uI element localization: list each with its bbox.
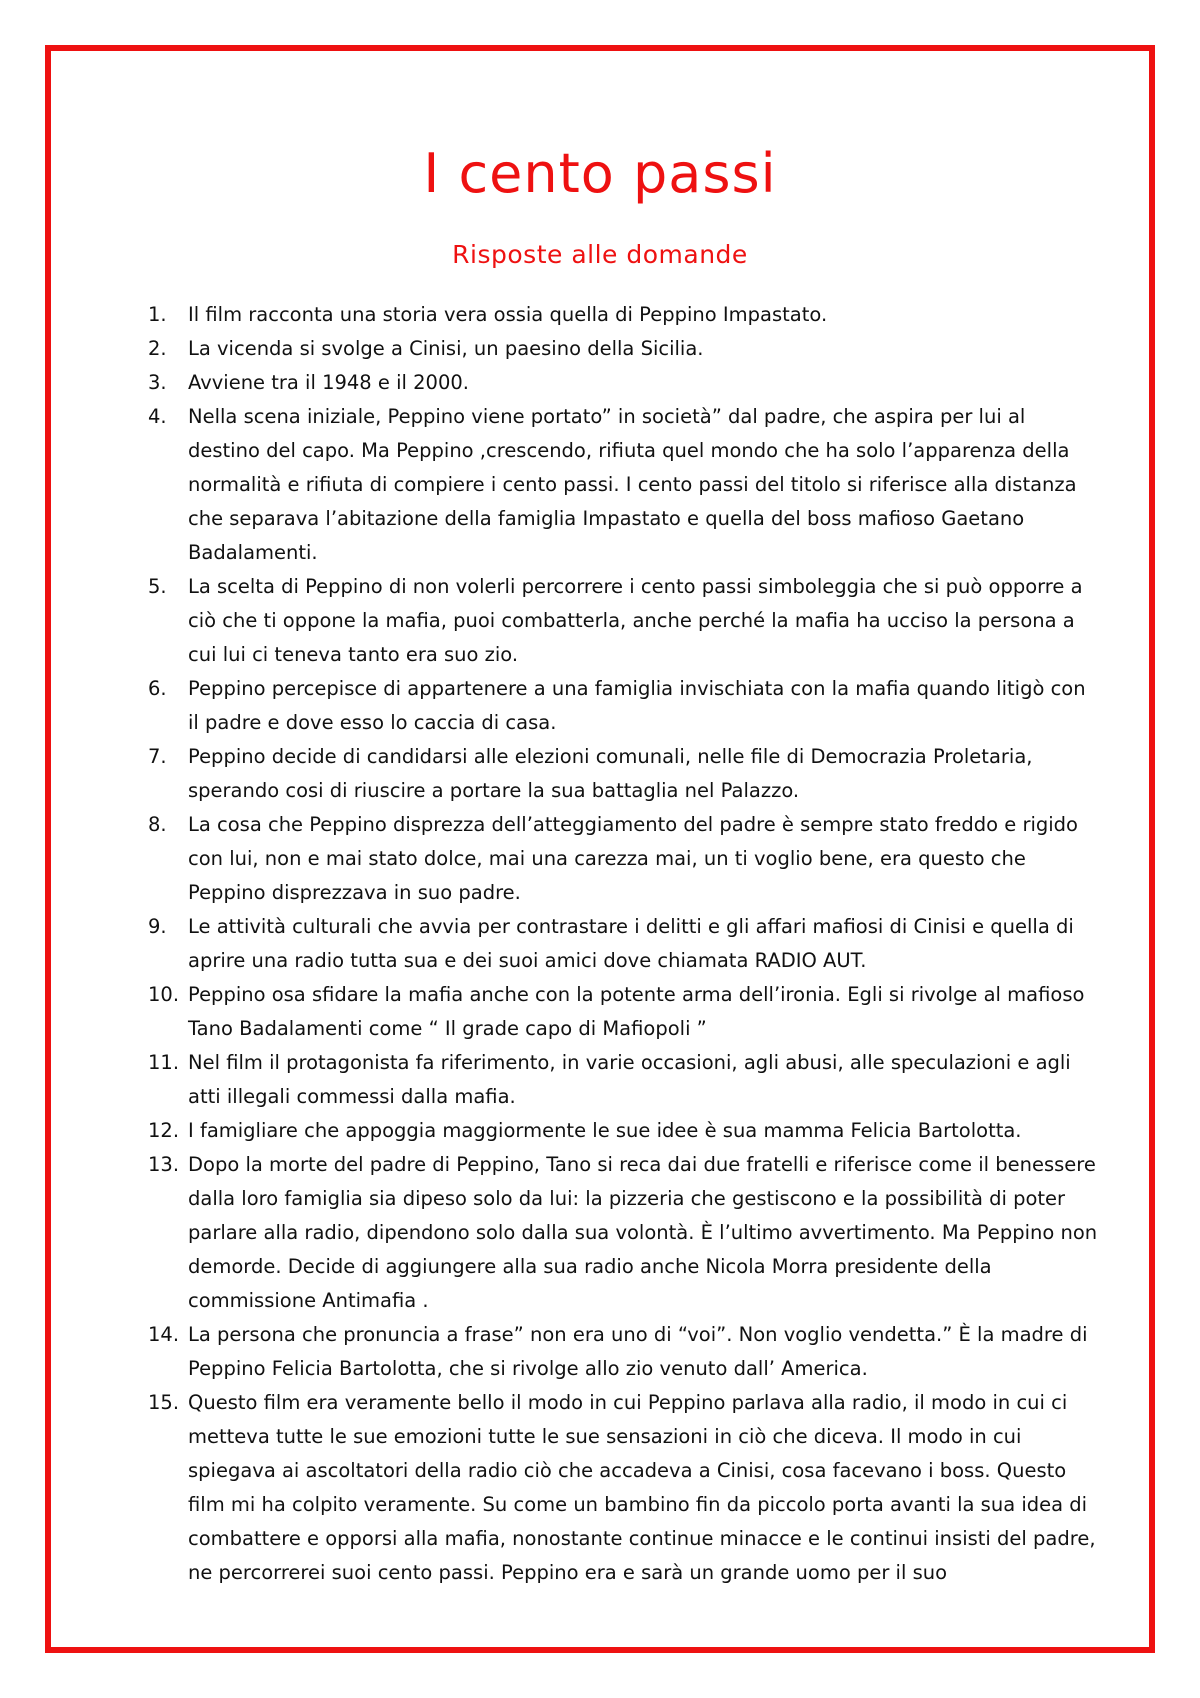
answer-text: Peppino osa sfidare la mafia anche con la potente arma dell’ironia. Egli si rivolge al mafioso Tano Badalamenti come “ Il grade capo di Mafiopoli ” bbox=[188, 983, 1085, 1040]
answer-number: 13. bbox=[148, 1153, 180, 1176]
answer-item-15 bbox=[148, 1386, 1098, 1590]
answer-number: 11. bbox=[148, 1051, 180, 1074]
answer-item-14 bbox=[148, 1318, 1098, 1386]
answer-number: 15. bbox=[148, 1391, 180, 1414]
answer-number: 2. bbox=[148, 337, 167, 360]
answer-item-12 bbox=[148, 1114, 1098, 1148]
answers-list bbox=[148, 298, 1098, 1590]
answer-text: La scelta di Peppino di non volerli percorrere i cento passi simboleggia che si può opporre a ciò che ti oppone la mafia, puoi combatterla, anche perché la mafia ha ucciso la persona a cui lui ci teneva tanto era suo zio. bbox=[188, 575, 1083, 666]
answer-number: 9. bbox=[148, 915, 167, 938]
answer-item-13 bbox=[148, 1148, 1098, 1318]
answer-item-4 bbox=[148, 400, 1098, 570]
answer-item-10 bbox=[148, 978, 1098, 1046]
answer-number: 8. bbox=[148, 813, 167, 836]
answer-item-11 bbox=[148, 1046, 1098, 1114]
answer-number: 3. bbox=[148, 371, 167, 394]
answer-text: Peppino percepisce di appartenere a una famiglia invischiata con la mafia quando litigò con il padre e dove esso lo caccia di casa. bbox=[188, 677, 1086, 734]
document-title: I cento passi bbox=[423, 142, 777, 205]
answer-number: 6. bbox=[148, 677, 167, 700]
answer-text: Questo film era veramente bello il modo in cui Peppino parlava alla radio, il modo in cui ci metteva tutte le sue emozioni tutte le sue sensazioni in ciò che diceva. Il modo in cui spiegava ai ascoltatori della radio ciò che accadeva a Cinisi, cosa facevano i boss. Questo film mi ha colpito veramente. Su come un bambino fin da piccolo porta avanti la sua idea di combattere e opporsi alla mafia, nonostante continue minacce e le continui insisti del padre, ne percorrerei suoi cento passi. Peppino era e sarà un grande uomo per il suo bbox=[188, 1391, 1096, 1584]
answer-text: Il film racconta una storia vera ossia quella di Peppino Impastato. bbox=[188, 303, 828, 326]
answer-text: Le attività culturali che avvia per contrastare i delitti e gli affari mafiosi di Cinisi e quella di aprire una radio tutta sua e dei suoi amici dove chiamata RADIO AUT. bbox=[188, 915, 1074, 972]
answer-text: La vicenda si svolge a Cinisi, un paesino della Sicilia. bbox=[188, 337, 704, 360]
answer-text: I famigliare che appoggia maggiormente le sue idee è sua mamma Felicia Bartolotta. bbox=[188, 1119, 1022, 1142]
answer-number: 1. bbox=[148, 303, 167, 326]
answer-number: 10. bbox=[148, 983, 180, 1006]
answer-text: La cosa che Peppino disprezza dell’atteggiamento del padre è sempre stato freddo e rigido con lui, non e mai stato dolce, mai una carezza mai, un ti voglio bene, era questo che Peppino disprezzava in suo padre. bbox=[188, 813, 1078, 904]
answer-item-8 bbox=[148, 808, 1098, 910]
answer-item-7 bbox=[148, 740, 1098, 808]
answer-item-5 bbox=[148, 570, 1098, 672]
document-subtitle: Risposte alle domande bbox=[452, 240, 748, 269]
answer-text: Dopo la morte del padre di Peppino, Tano si reca dai due fratelli e riferisce come il benessere dalla loro famiglia sia dipeso solo da lui: la pizzeria che gestiscono e la possibilità di poter parlare alla radio, dipendono solo dalla sua volontà. È l’ultimo avvertimento. Ma Peppino non demorde. Decide di aggiungere alla sua radio anche Nicola Morra presidente della commissione Antimafia . bbox=[188, 1153, 1098, 1312]
answer-text: Nella scena iniziale, Peppino viene portato” in società” dal padre, che aspira per lui al destino del capo. Ma Peppino ,crescendo, rifiuta quel mondo che ha solo l’apparenza della normalità e rifiuta di compiere i cento passi. I cento passi del titolo si riferisce alla distanza che separava l’abitazione della famiglia Impastato e quella del boss mafioso Gaetano Badalamenti. bbox=[188, 405, 1077, 564]
answer-number: 4. bbox=[148, 405, 167, 428]
answer-text: Avviene tra il 1948 e il 2000. bbox=[188, 371, 469, 394]
answer-number: 12. bbox=[148, 1119, 180, 1142]
answer-text: La persona che pronuncia a frase” non era uno di “voi”. Non voglio vendetta.” È la madre di Peppino Felicia Bartolotta, che si rivolge allo zio venuto dall’ America. bbox=[188, 1323, 1088, 1380]
answer-text: Peppino decide di candidarsi alle elezioni comunali, nelle file di Democrazia Proletaria, sperando cosi di riuscire a portare la sua battaglia nel Palazzo. bbox=[188, 745, 1033, 802]
answer-text: Nel film il protagonista fa riferimento, in varie occasioni, agli abusi, alle speculazioni e agli atti illegali commessi dalla mafia. bbox=[188, 1051, 1071, 1108]
answer-item-3 bbox=[148, 366, 1098, 400]
answer-item-1 bbox=[148, 298, 1098, 332]
answer-item-6 bbox=[148, 672, 1098, 740]
answer-item-2 bbox=[148, 332, 1098, 366]
answer-item-9 bbox=[148, 910, 1098, 978]
answer-number: 7. bbox=[148, 745, 167, 768]
answer-number: 5. bbox=[148, 575, 167, 598]
answer-number: 14. bbox=[148, 1323, 180, 1346]
